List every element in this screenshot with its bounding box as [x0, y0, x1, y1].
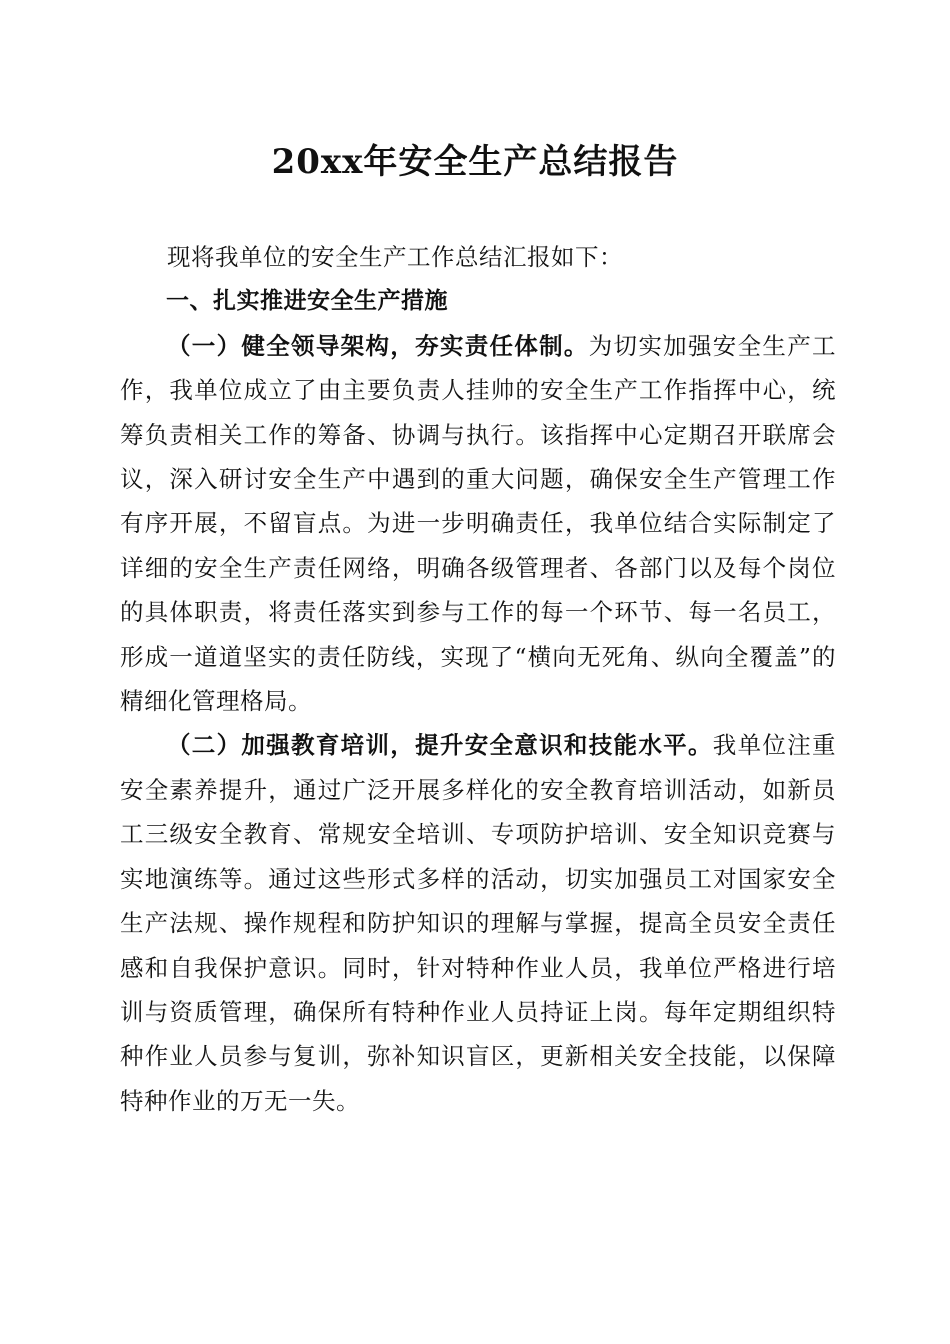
paragraph-2-body: 我单位注重安全素养提升，通过广泛开展多样化的安全教育培训活动，如新员工三级安全教育、常规安全培训、专项防护培训、安全知识竞赛与实地演练等。通过这些形式多样的活动，切实加强员工对国家安全生产法规、操作规程和防护知识的理解与掌握，提高全员安全责任感和自我保护意识。同时，针对特种作业人员，我单位严格进行培训与资质管理，确保所有特种作业人员持证上岗。每年定期组织特种作业人员参与复训，弥补知识盲区，更新相关安全技能，以保障特种作业的万无一失。 — [120, 731, 837, 1115]
document-title: 20xx年安全生产总结报告 — [271, 142, 679, 182]
paragraph-2 — [120, 723, 836, 1123]
paragraph-1-lead: （一）健全领导架构，夯实责任体制。 — [167, 331, 589, 360]
paragraph-2-lead: （二）加强教育培训，提升安全意识和技能水平。 — [167, 731, 713, 760]
document-body — [120, 235, 836, 1123]
paragraph-1-body: 为切实加强安全生产工作，我单位成立了由主要负责人挂帅的安全生产工作指挥中心，统筹负责相关工作的筹备、协调与执行。该指挥中心定期召开联席会议，深入研讨安全生产中遇到的重大问题，确保安全生产管理工作有序开展，不留盲点。为进一步明确责任，我单位结合实际制定了详细的安全生产责任网络，明确各级管理者、各部门以及每个岗位的具体职责，将责任落实到参与工作的每一个环节、每一名员工，形成一道道坚实的责任防线，实现了“横向无死角、纵向全覆盖”的精细化管理格局。 — [120, 331, 837, 716]
intro-paragraph: 现将我单位的安全生产工作总结汇报如下： — [167, 243, 623, 271]
section-heading-1: 一、扎实推进安全生产措施 — [166, 288, 448, 315]
paragraph-1 — [120, 324, 836, 724]
